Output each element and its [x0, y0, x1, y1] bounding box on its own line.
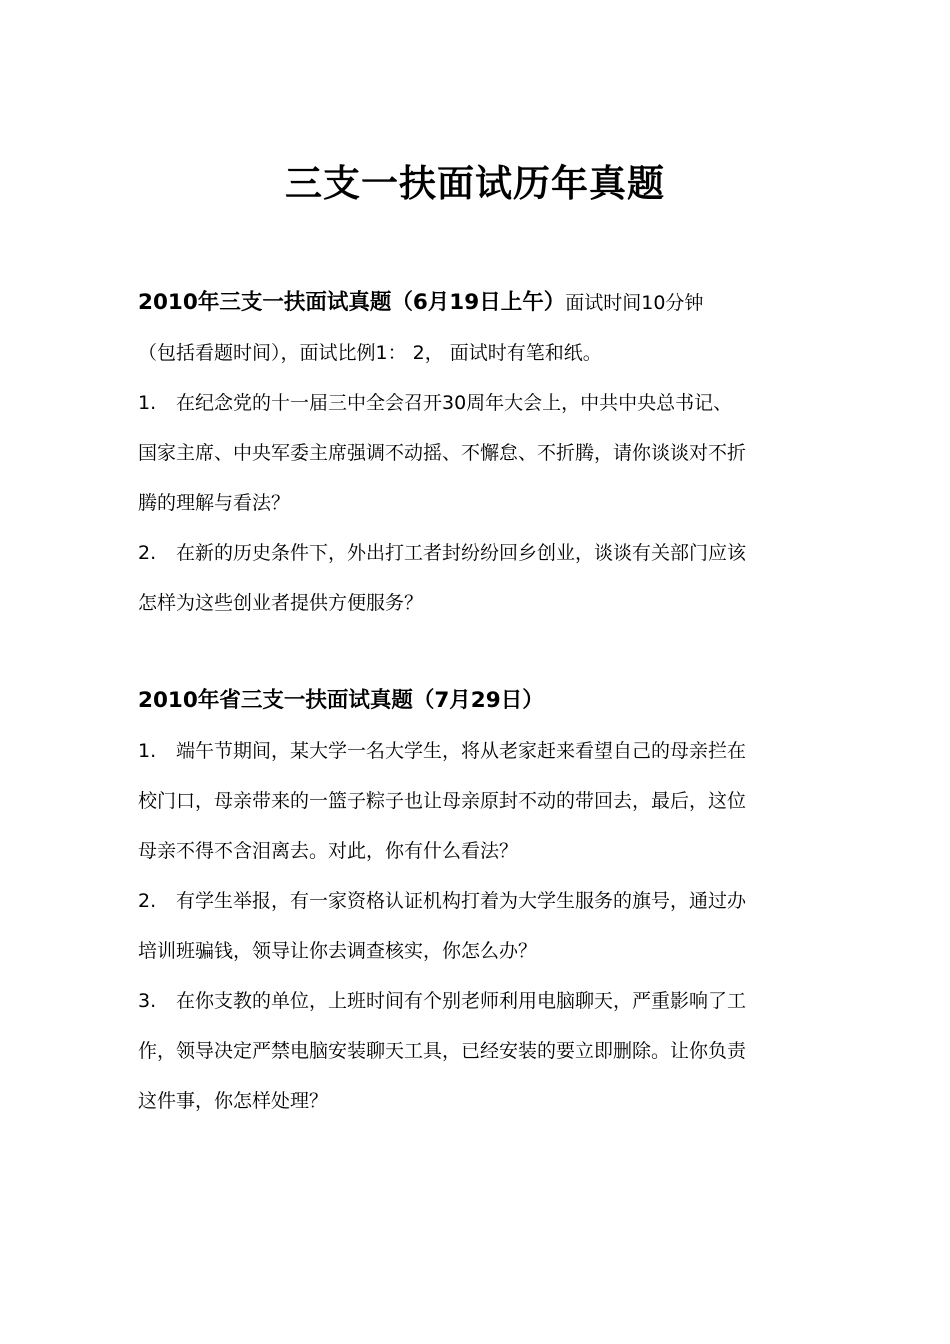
question-number: 2.	[138, 890, 157, 912]
question-line: 校门口，母亲带来的一篮子粽子也让母亲原封不动的带回去，最后，这位	[138, 790, 747, 812]
question-line: 怎样为这些创业者提供方便服务？	[138, 592, 424, 614]
question-1	[138, 378, 828, 528]
section-2010-july	[138, 676, 828, 1126]
question-line: 母亲不得不含泪离去。对此，你有什么看法？	[138, 840, 519, 862]
question-line: 在新的历史条件下，外出打工者封纷纷回乡创业，谈谈有关部门应该	[176, 542, 747, 564]
question-2	[138, 528, 828, 628]
question-line: 在你支教的单位，上班时间有个别老师利用电脑聊天，严重影响了工	[176, 990, 747, 1012]
question-line: 有学生举报，有一家资格认证机构打着为大学生服务的旗号，通过办	[176, 890, 747, 912]
section-heading-note: 面试时间10分钟	[565, 292, 704, 314]
question-line: 培训班骗钱，领导让你去调查核实，你怎么办？	[138, 940, 538, 962]
question-number: 3.	[138, 990, 157, 1012]
section-heading: 2010年省三支一扶面试真题（7月29日）	[138, 688, 544, 713]
question-line: 在纪念党的十一届三中全会召开30周年大会上，中共中央总书记、	[176, 392, 733, 414]
section-intro: （包括看题时间），面试比例1： 2， 面试时有笔和纸。	[138, 342, 602, 364]
section-heading-text: 2010年三支一扶面试真题（6月19日上午）	[138, 290, 566, 315]
question-line: 腾的理解与看法？	[138, 492, 291, 514]
question-line: 作，领导决定严禁电脑安装聊天工具，已经安装的要立即删除。让你负责	[138, 1040, 747, 1062]
question-2	[138, 876, 828, 976]
section-heading	[138, 278, 828, 328]
question-line: 国家主席、中央军委主席强调不动摇、不懈怠、不折腾，请你谈谈对不折	[138, 442, 747, 464]
section-2010-june	[138, 278, 828, 628]
question-line: 端午节期间，某大学一名大学生，将从老家赶来看望自己的母亲拦在	[176, 740, 747, 762]
question-3	[138, 976, 828, 1126]
question-1	[138, 726, 828, 876]
question-number: 1.	[138, 740, 157, 762]
question-line: 这件事，你怎样处理？	[138, 1090, 329, 1112]
question-number: 1.	[138, 392, 157, 414]
document-title: 三支一扶面试历年真题	[285, 162, 665, 205]
question-number: 2.	[138, 542, 157, 564]
